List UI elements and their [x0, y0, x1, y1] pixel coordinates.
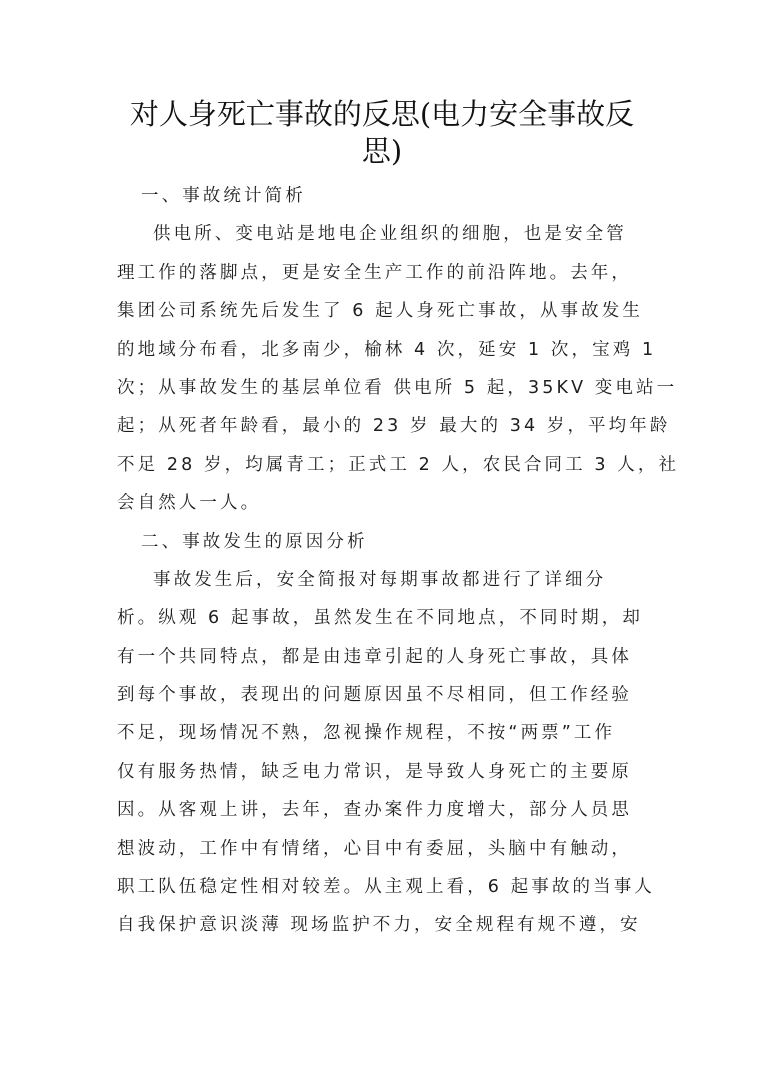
title-line-1: 对人身死亡事故的反思(电力安全事故反: [129, 97, 635, 131]
paragraph-1-line-6: 起；从死者年龄看，最小的 23 岁 最大的 34 岁，平均年龄: [117, 416, 671, 437]
paragraph-1-line-3: 集团公司系统先后发生了 6 起人身死亡事故，从事故发生: [117, 301, 643, 322]
paragraph-2-line-5: 不足，现场情况不熟，忽视操作规程，不按“两票”工作: [117, 723, 616, 744]
paragraph-2-line-10: 自我保护意识淡薄 现场监护不力，安全规程有规不遵，安: [117, 915, 641, 936]
paragraph-2-line-3: 有一个共同特点，都是由违章引起的人身死亡事故，具体: [117, 646, 632, 667]
paragraph-2-line-8: 想波动，工作中有情绪，心目中有委屈，头脑中有触动，: [117, 838, 632, 859]
paragraph-2-line-2: 析。纵观 6 起事故，虽然发生在不同地点，不同时期，却: [117, 608, 643, 629]
document-title: [117, 96, 647, 170]
paragraph-1-line-1: 供电所、变电站是地电企业组织的细胞，也是安全管: [153, 224, 627, 245]
paragraph-2-line-9: 职工队伍稳定性相对较差。从主观上看，6 起事故的当事人: [117, 877, 655, 898]
paragraph-2-line-7: 因。从客观上讲，去年，查办案件力度增大，部分人员思: [117, 800, 632, 821]
paragraph-1-line-8: 会自然人一人。: [117, 493, 262, 514]
document-body: [117, 177, 680, 945]
paragraph-2-line-4: 到每个事故，表现出的问题原因虽不尽相同，但工作经验: [117, 685, 632, 706]
paragraph-1-line-7: 不足 28 岁，均属青工；正式工 2 人，农民合同工 3 人，社: [117, 454, 680, 475]
paragraph-2-line-6: 仅有服务热情，缺乏电力常识，是导致人身死亡的主要原: [117, 761, 632, 782]
document-page: [117, 96, 680, 945]
section-heading-1: 一、事故统计简析: [141, 186, 306, 206]
section-heading-2: 二、事故发生的原因分析: [141, 531, 368, 552]
paragraph-2-line-1: 事故发生后，安全简报对每期事故都进行了详细分: [153, 569, 607, 590]
paragraph-1-line-4: 的地域分布看，北多南少，榆林 4 次，延安 1 次，宝鸡 1: [117, 339, 657, 360]
title-line-2: 思): [361, 134, 403, 168]
paragraph-1-line-5: 次；从事故发生的基层单位看 供电所 5 起，35KV 变电站一: [117, 377, 678, 398]
paragraph-1-line-2: 理工作的落脚点，更是安全生产工作的前沿阵地。去年，: [117, 262, 632, 283]
